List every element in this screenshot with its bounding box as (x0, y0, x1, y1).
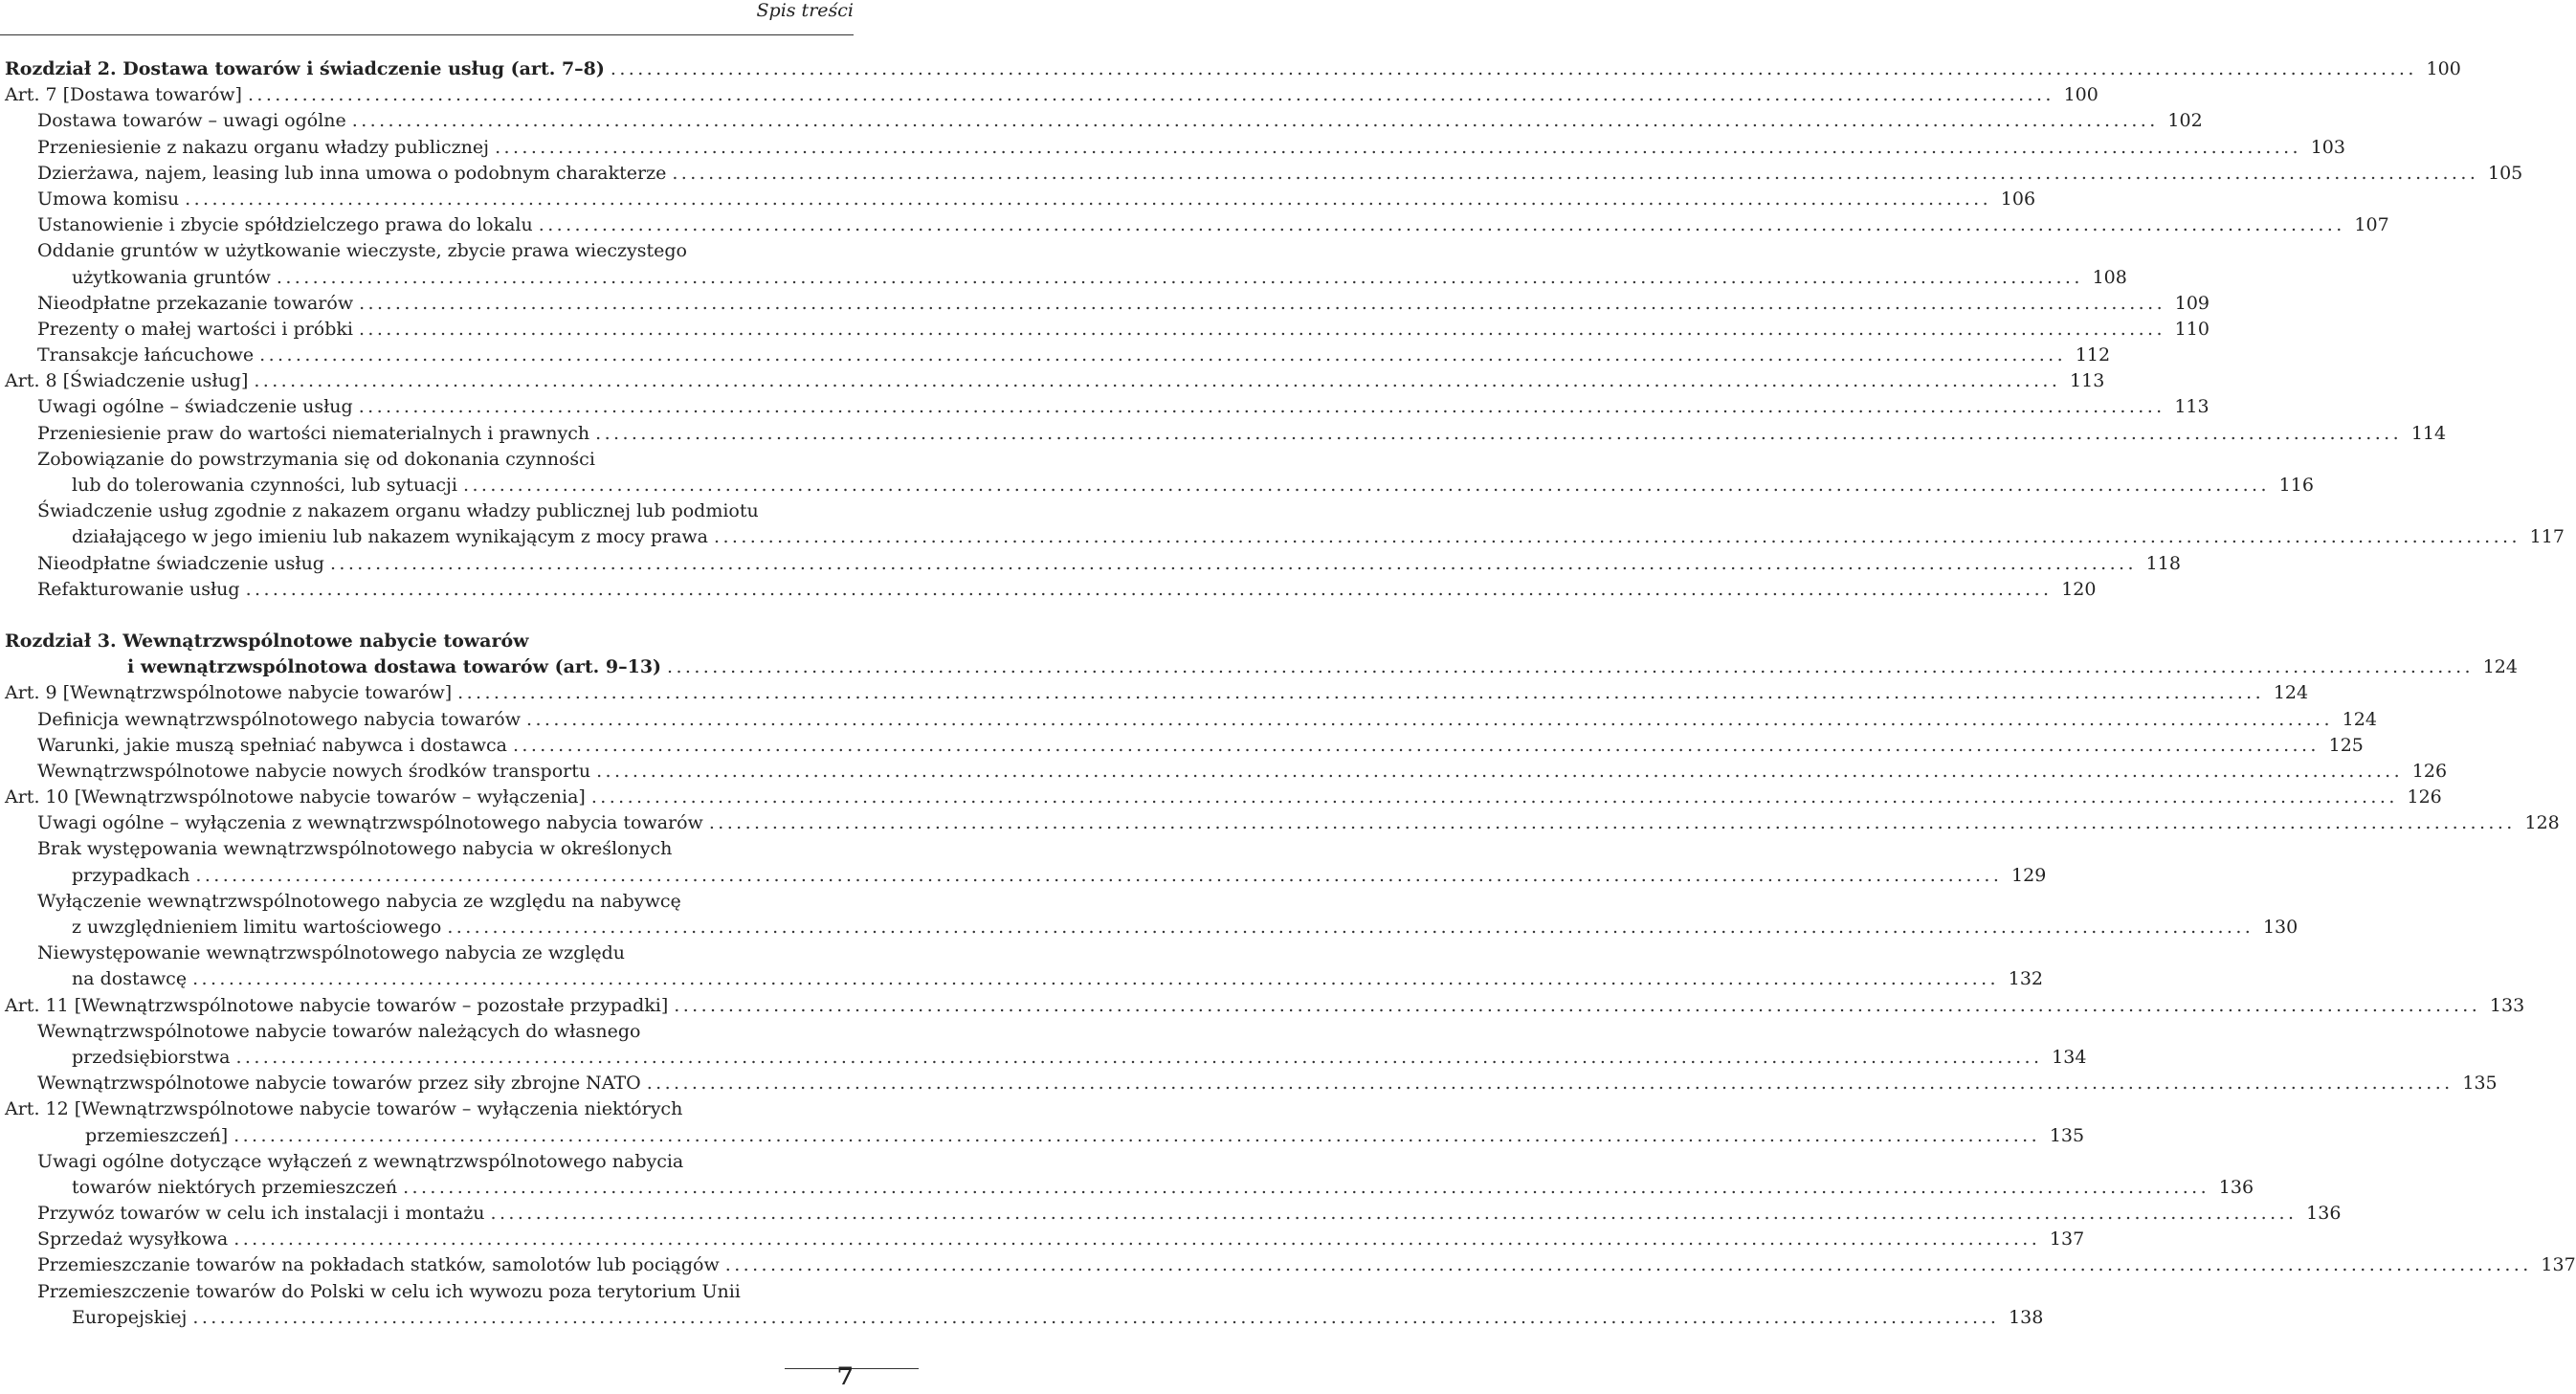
toc-entry (5, 551, 2181, 577)
toc-entry-title: Oddanie gruntów w użytkowanie wieczyste, zbycie prawa wieczystego (37, 240, 687, 262)
toc-entry (5, 265, 2127, 291)
page-header (0, 0, 919, 38)
toc-entry-title: Definicja wewnątrzwspólnotowego nabycia towarów (37, 708, 522, 730)
toc-entry (5, 473, 2314, 498)
toc-entry (5, 1305, 2044, 1331)
toc-page-number: 120 (2061, 578, 2097, 600)
toc-entry-title: przypadkach (72, 864, 190, 886)
toc-entry-title: Przeniesienie z nakazu organu władzy publicznej (37, 136, 490, 158)
toc-entry (5, 1279, 854, 1305)
toc-dot-leader: ........................................................................................................................................................................................................ (359, 292, 2166, 314)
toc-entry-title: towarów niektórych przemieszczeń (72, 1176, 398, 1198)
toc-dot-leader: ........................................................................................................................................................................................................ (247, 84, 2054, 106)
toc-entry (5, 1071, 2498, 1096)
toc-entry-title: Art. 10 [Wewnątrzwspólnotowe nabycie towarów – wyłączenia] (5, 786, 586, 808)
toc-entry-title: Przemieszczenie towarów do Polski w celu ich wywozu poza terytorium Unii (37, 1280, 741, 1302)
toc-page-number: 134 (2052, 1046, 2087, 1068)
running-header-title: Spis treści (756, 0, 854, 21)
toc-page-number: 124 (2482, 656, 2518, 678)
toc-entry (5, 291, 2210, 317)
toc-entry-title: Art. 8 [Świadczenie usług] (5, 370, 249, 392)
toc-page-number: 135 (2049, 1124, 2085, 1146)
toc-entry-title: Przeniesienie praw do wartości niematerialnych i prawnych (37, 422, 590, 444)
toc-entry (5, 108, 2203, 134)
toc-dot-leader: ........................................................................................................................................................................................................ (512, 734, 2320, 756)
toc-dot-leader: ........................................................................................................................................................................................................ (495, 136, 2301, 158)
toc-page-number: 113 (2174, 396, 2210, 418)
toc-page-number: 137 (2049, 1228, 2085, 1250)
toc-entry-title: Wewnątrzwspólnotowe nabycie towarów przez siły zbrojne NATO (37, 1073, 641, 1095)
toc-entry-title: Warunki, jakie muszą spełniać nabywca i dostawca (37, 734, 507, 756)
toc-entry (5, 1227, 2085, 1252)
toc-dot-leader: ........................................................................................................................................................................................................ (259, 344, 2067, 366)
toc-dot-leader: ........................................................................................................................................................................................................ (245, 578, 2053, 600)
toc-entry-title: przedsiębiorstwa (72, 1046, 231, 1068)
toc-entry (5, 1149, 854, 1175)
toc-entry (5, 1175, 2254, 1201)
toc-page-number: 103 (2310, 136, 2345, 158)
toc-entry-title: lub do tolerowania czynności, lub sytuacji (72, 475, 457, 496)
toc-entry (5, 524, 2565, 550)
toc-entry (5, 810, 2560, 836)
toc-entry-title: Uwagi ogólne – wyłączenia z wewnątrzwspólnotowego nabycia towarów (37, 812, 703, 834)
toc-page-number: 116 (2278, 475, 2314, 496)
toc-page-number: 136 (2306, 1203, 2342, 1225)
toc-dot-leader: ........................................................................................................................................................................................................ (403, 1176, 2210, 1198)
toc-page-number: 100 (2063, 84, 2099, 106)
toc-entry (5, 447, 854, 473)
toc-dot-leader: ........................................................................................................................................................................................................ (674, 994, 2481, 1016)
toc-entry-title: Umowa komisu (37, 188, 180, 210)
toc-dot-leader: ........................................................................................................................................................................................................ (463, 475, 2270, 496)
toc-dot-leader: ........................................................................................................................................................................................................ (610, 58, 2417, 79)
toc-entry-title: Nieodpłatne świadczenie usług (37, 552, 324, 574)
toc-entry (5, 161, 2523, 187)
toc-page-number: 135 (2462, 1073, 2498, 1095)
toc-entry-title: przemieszczeń] (85, 1124, 229, 1146)
toc-entry-title: Brak występowania wewnątrzwspólnotowego nabycia w określonych (37, 838, 673, 860)
toc-entry (5, 654, 2518, 680)
page-footer (0, 1359, 919, 1394)
toc-entry (5, 940, 854, 966)
toc-entry (5, 238, 854, 264)
toc-entry (5, 498, 854, 524)
toc-entry (5, 1123, 2085, 1149)
toc-dot-leader: ........................................................................................................................................................................................................ (276, 266, 2083, 288)
toc-entry (5, 707, 2377, 733)
toc-entry (5, 82, 2099, 108)
toc-entry (5, 966, 2043, 992)
toc-entry-title: użytkowania gruntów (72, 266, 271, 288)
toc-entry (5, 629, 854, 654)
toc-entry (5, 317, 2210, 343)
toc-dot-leader: ........................................................................................................................................................................................................ (351, 110, 2159, 132)
toc-entry-title: Przemieszczanie towarów na pokładach statków, samolotów lub pociągów (37, 1254, 720, 1276)
toc-dot-leader: ........................................................................................................................................................................................................ (233, 1124, 2041, 1146)
toc-page-number: 102 (2167, 110, 2203, 132)
toc-entry (5, 759, 2448, 785)
toc-entry (5, 212, 2389, 238)
toc-entry (5, 680, 2309, 706)
page-number: 7 (836, 1362, 854, 1390)
toc-page-number: 106 (2000, 188, 2036, 210)
toc-entry (5, 915, 2298, 940)
toc-page-number: 112 (2075, 344, 2111, 366)
toc-entry (5, 421, 2447, 447)
toc-dot-leader: ........................................................................................................................................................................................................ (724, 1254, 2532, 1276)
toc-entry-title: Uwagi ogólne – świadczenie usług (37, 396, 353, 418)
toc-page-number: 132 (2008, 968, 2043, 990)
toc-entry-title: Art. 7 [Dostawa towarów] (5, 84, 242, 106)
toc-dot-leader: ........................................................................................................................................................................................................ (235, 1046, 2043, 1068)
toc-dot-leader: ........................................................................................................................................................................................................ (490, 1203, 2298, 1225)
toc-page-number: 113 (2070, 370, 2105, 392)
toc-entry-title: Art. 11 [Wewnątrzwspólnotowe nabycie towarów – pozostałe przypadki] (5, 994, 669, 1016)
toc-dot-leader: ........................................................................................................................................................................................................ (192, 968, 1999, 990)
toc-page-number: 136 (2218, 1176, 2254, 1198)
toc-entry (5, 1019, 854, 1045)
toc-entry-title: Europejskiej (72, 1306, 188, 1328)
toc-dot-leader: ........................................................................................................................................................................................................ (195, 864, 2003, 886)
toc-entry (5, 343, 2111, 368)
toc-entry-title: Dostawa towarów – uwagi ogólne (37, 110, 346, 132)
toc-dot-leader: ........................................................................................................................................................................................................ (233, 1228, 2041, 1250)
toc-page-number: 126 (2407, 786, 2442, 808)
toc-entry-title: Wyłączenie wewnątrzwspólnotowego nabycia ze względu na nabywcę (37, 890, 681, 912)
toc-entry-title: Ustanowienie i zbycie spółdzielczego prawa do lokalu (37, 214, 533, 236)
toc-page-number: 124 (2342, 708, 2377, 730)
toc-entry (5, 394, 2210, 420)
toc-page-number: 109 (2174, 292, 2210, 314)
toc-dot-leader: ........................................................................................................................................................................................................ (185, 188, 1992, 210)
toc-dot-leader: ........................................................................................................................................................................................................ (329, 552, 2137, 574)
toc-entry (5, 1201, 2342, 1227)
toc-entry (5, 368, 2105, 394)
toc-page-number: 130 (2262, 917, 2298, 938)
toc-page-number: 124 (2273, 682, 2309, 704)
toc-page-number: 114 (2410, 422, 2447, 444)
toc-page-number: 105 (2488, 162, 2523, 184)
toc-entry-title: Nieodpłatne przekazanie towarów (37, 292, 354, 314)
toc-entry-title: Zobowiązanie do powstrzymania się od dokonania czynności (37, 448, 595, 470)
toc-entry-title: działającego w jego imieniu lub nakazem wynikającym z mocy prawa (72, 526, 709, 548)
toc-entry-title: Rozdział 2. Dostawa towarów i świadczenie usług (art. 7–8) (5, 58, 605, 79)
toc-dot-leader: ........................................................................................................................................................................................................ (595, 422, 2403, 444)
toc-dot-leader: ........................................................................................................................................................................................................ (672, 162, 2479, 184)
toc-dot-leader: ........................................................................................................................................................................................................ (358, 396, 2165, 418)
toc-entry-title: Świadczenie usług zgodnie z nakazem organu władzy publicznej lub podmiotu (37, 500, 759, 522)
toc-entry (5, 1045, 2087, 1071)
toc-dot-leader: ........................................................................................................................................................................................................ (192, 1306, 2000, 1328)
toc-dot-leader: ........................................................................................................................................................................................................ (708, 812, 2516, 834)
toc-entry-title: Niewystępowanie wewnątrzwspólnotowego nabycia ze względu (37, 942, 626, 964)
toc-entry-title: Art. 12 [Wewnątrzwspólnotowe nabycie towarów – wyłączenia niektórych (5, 1098, 683, 1120)
toc-entry-title: z uwzględnieniem limitu wartościowego (72, 917, 442, 938)
toc-entry-title: Uwagi ogólne dotyczące wyłączeń z wewnątrzwspólnotowego nabycia (37, 1150, 684, 1172)
toc-dot-leader: ........................................................................................................................................................................................................ (457, 682, 2265, 704)
toc-entry (5, 135, 2345, 161)
toc-page-number: 129 (2011, 864, 2047, 886)
toc-page-number: 107 (2354, 214, 2389, 236)
toc-dot-leader: ........................................................................................................................................................................................................ (358, 318, 2165, 340)
toc-entry (5, 1096, 854, 1122)
toc-entry (5, 1252, 2576, 1278)
toc-page-number: 128 (2524, 812, 2560, 834)
toc-page-number: 108 (2092, 266, 2127, 288)
toc-entry (5, 56, 2461, 82)
table-of-contents (5, 56, 2576, 1331)
toc-entry-title: Art. 9 [Wewnątrzwspólnotowe nabycie towarów] (5, 682, 453, 704)
toc-dot-leader: ........................................................................................................................................................................................................ (526, 708, 2333, 730)
toc-entry (5, 733, 2364, 759)
toc-dot-leader: ........................................................................................................................................................................................................ (646, 1073, 2454, 1095)
toc-page-number: 138 (2009, 1306, 2044, 1328)
toc-dot-leader: ........................................................................................................................................................................................................ (714, 526, 2520, 548)
header-rule (0, 34, 854, 35)
toc-dot-leader: ........................................................................................................................................................................................................ (596, 760, 2404, 782)
toc-dot-leader: ........................................................................................................................................................................................................ (254, 370, 2061, 392)
toc-entry (5, 993, 2525, 1019)
toc-dot-leader: ........................................................................................................................................................................................................ (667, 656, 2474, 678)
toc-dot-leader: ........................................................................................................................................................................................................ (538, 214, 2345, 236)
toc-entry-title: i wewnątrzwspólnotowa dostawa towarów (art. 9–13) (127, 656, 662, 678)
toc-page-number: 118 (2145, 552, 2181, 574)
toc-entry-title: na dostawcę (72, 968, 188, 990)
toc-page-number: 110 (2174, 318, 2210, 340)
toc-entry-title: Transakcje łańcuchowe (37, 344, 255, 366)
toc-page-number: 125 (2328, 734, 2364, 756)
toc-entry (5, 577, 2097, 603)
toc-entry (5, 836, 854, 862)
toc-entry-title: Wewnątrzwspólnotowe nabycie nowych środków transportu (37, 760, 591, 782)
toc-dot-leader: ........................................................................................................................................................................................................ (590, 786, 2398, 808)
toc-entry (5, 187, 2036, 212)
toc-entry-title: Rozdział 3. Wewnątrzwspólnotowe nabycie towarów (5, 630, 529, 652)
toc-entry (5, 889, 854, 915)
toc-entry-title: Sprzedaż wysyłkowa (37, 1228, 229, 1250)
toc-entry-title: Prezenty o małej wartości i próbki (37, 318, 353, 340)
toc-entry (5, 863, 2047, 889)
toc-page-number: 133 (2489, 994, 2525, 1016)
toc-entry-title: Wewnątrzwspólnotowe nabycie towarów należących do własnego (37, 1020, 641, 1042)
toc-page-number: 117 (2529, 526, 2565, 548)
toc-entry-title: Przywóz towarów w celu ich instalacji i montażu (37, 1203, 485, 1225)
toc-page-number: 100 (2426, 58, 2461, 79)
toc-entry (5, 785, 2442, 810)
toc-page-number: 137 (2541, 1254, 2576, 1276)
toc-entry-title: Refakturowanie usług (37, 578, 240, 600)
toc-page-number: 126 (2411, 760, 2448, 782)
toc-entry-title: Dzierżawa, najem, leasing lub inna umowa o podobnym charakterze (37, 162, 667, 184)
toc-dot-leader: ........................................................................................................................................................................................................ (447, 917, 2254, 938)
